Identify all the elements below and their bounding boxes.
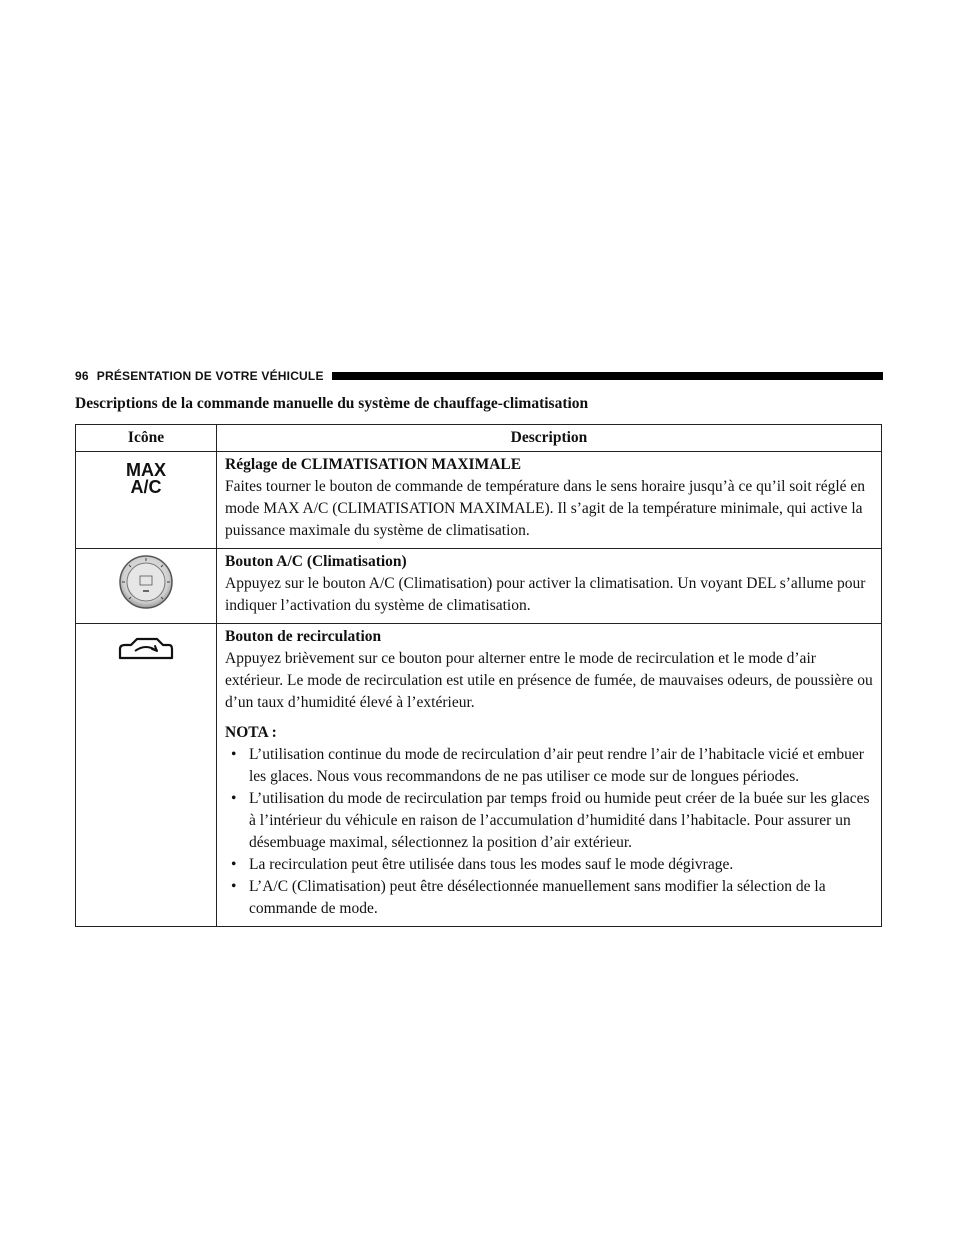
- list-item: • La recirculation peut être utilisée dans tous les modes sauf le mode dégivrage.: [225, 854, 877, 876]
- bullet: •: [231, 746, 237, 763]
- row-title: Réglage de CLIMATISATION MAXIMALE: [225, 456, 522, 473]
- row-title: Bouton de recirculation: [225, 628, 382, 645]
- row-text: Appuyez sur le bouton A/C (Climatisation) pour activer la climatisation. Un voyant DEL s’allume pour indiquer l’activation du système de climatisation.: [225, 575, 866, 614]
- icon-cell: [76, 452, 217, 549]
- icon-cell: [76, 624, 217, 927]
- list-item: • L’A/C (Climatisation) peut être désélectionnée manuellement sans modifier la sélection de la commande de mode.: [231, 878, 826, 917]
- table-row: [76, 452, 882, 549]
- list-item: • L’utilisation continue du mode de recirculation d’air peut rendre l’air de l’habitacle vicié et embuer les glaces. Nous vous recommandons de ne pas utiliser ce mode sur de longues périodes.: [231, 746, 864, 785]
- note-label: NOTA :: [225, 724, 277, 741]
- list-item: • L’utilisation du mode de recirculation par temps froid ou humide peut créer de la buée sur les glaces à l’intérieur du véhicule en raison de l’accumulation d’humidité dans l’habitacle. Pour assurer un désembuage maximal, sélectionnez la position d’air extérieur.: [231, 790, 870, 851]
- page-header: [75, 368, 883, 384]
- row-title: Bouton A/C (Climatisation): [225, 553, 407, 570]
- description-cell: [217, 452, 882, 549]
- bullet: •: [231, 790, 237, 807]
- max-ac-icon: MAX A/C: [126, 460, 166, 497]
- notes-list: [225, 744, 877, 920]
- page-number: 96: [75, 369, 89, 383]
- table-header-row: [76, 425, 882, 452]
- running-title: PRÉSENTATION DE VOTRE VÉHICULE: [96, 369, 324, 383]
- section-title: Descriptions de la commande manuelle du système de chauffage-climatisation: [75, 395, 589, 412]
- column-header-icon: Icône: [76, 425, 217, 452]
- ac-button-icon: [118, 554, 174, 617]
- table-row: [76, 549, 882, 624]
- column-header-description: Description: [217, 425, 882, 452]
- header-rule: [332, 372, 883, 380]
- controls-table: [75, 424, 882, 927]
- row-text: Appuyez brièvement sur ce bouton pour alterner entre le mode de recirculation et le mode d’air extérieur. Le mode de recirculation est utile en présence de fumée, de mauvaises odeurs, de poussière ou d’un taux d’humidité élevé à l’extérieur.: [225, 650, 873, 711]
- description-cell: [217, 549, 882, 624]
- table-row: [76, 624, 882, 927]
- recirculation-icon: [117, 636, 175, 669]
- bullet: •: [231, 856, 237, 873]
- description-cell: [217, 624, 882, 927]
- bullet: •: [231, 878, 237, 895]
- row-text: Faites tourner le bouton de commande de température dans le sens horaire jusqu’à ce qu’il soit réglé en mode MAX A/C (CLIMATISATION MAXIMALE). Il s’agit de la température minimale, qui active la puissance maximale du système de climatisation.: [225, 478, 866, 539]
- icon-cell: [76, 549, 217, 624]
